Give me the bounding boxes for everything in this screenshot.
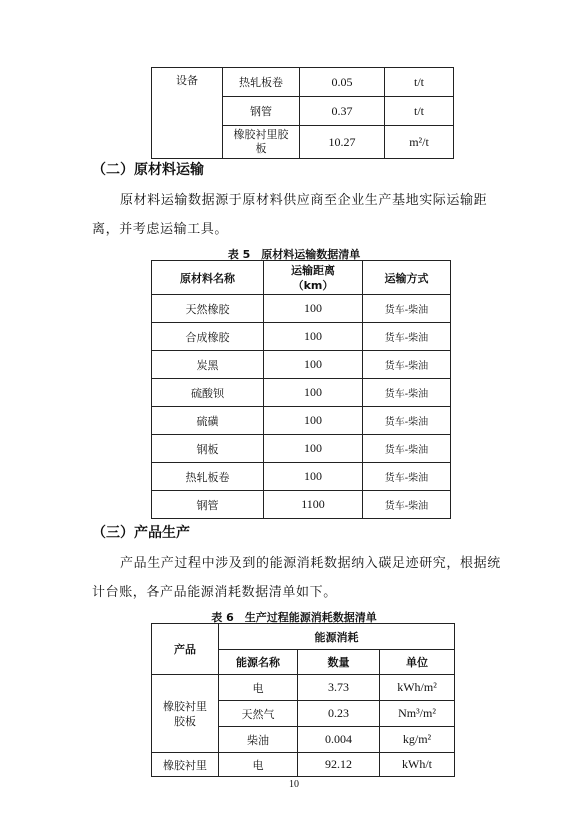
category-label: 设备 xyxy=(176,74,198,87)
table-row: 炭黑 100 货车-柴油 xyxy=(152,351,451,379)
paragraph-line: 离，并考虑运输工具。 xyxy=(92,222,229,237)
table-cell: 0.05 xyxy=(300,68,385,97)
table-row: 柴油 0.004 kg/m² xyxy=(152,727,455,753)
table-cell: t/t xyxy=(385,97,454,126)
header-cell: 能源名称 xyxy=(219,650,298,675)
table-row: 合成橡胶 100 货车-柴油 xyxy=(152,323,451,351)
table-row: 橡胶衬里 胶板 电 3.73 kWh/m² xyxy=(152,675,455,701)
paragraph-line: 产品生产过程中涉及到的能源消耗数据纳入碳足迹研究，根据统 xyxy=(120,556,501,571)
paragraph-line: 计台账，各产品能源消耗数据清单如下。 xyxy=(92,585,337,600)
table-cell: 钢管 xyxy=(223,97,300,126)
table5-caption: 表 5 原材料运输数据清单 xyxy=(227,248,361,261)
table-row: 钢板 100 货车-柴油 xyxy=(152,435,451,463)
header-cell: 数量 xyxy=(298,650,380,675)
table-cell: t/t xyxy=(385,68,454,97)
table-cell: 10.27 xyxy=(300,126,385,159)
page-number: 10 xyxy=(289,779,299,790)
table-cell: 橡胶衬里胶板 xyxy=(223,126,300,159)
header-cell: 运输距离 （km） xyxy=(264,261,363,295)
table-row: 天然橡胶 100 货车-柴油 xyxy=(152,295,451,323)
header-cell: 能源消耗 xyxy=(219,624,455,650)
category-cell xyxy=(152,68,223,159)
header-cell: 单位 xyxy=(380,650,455,675)
table6-caption: 表 6 生产过程能源消耗数据清单 xyxy=(211,611,377,624)
table-row: 硫酸钡 100 货车-柴油 xyxy=(152,379,451,407)
product-cell: 橡胶衬里 胶板 xyxy=(152,675,219,753)
energy-table xyxy=(151,623,455,777)
section-heading-raw-material-transport: （二）原材料运输 xyxy=(92,162,204,178)
paragraph-line: 原材料运输数据源于原材料供应商至企业生产基地实际运输距 xyxy=(120,193,488,208)
table-cell: 0.37 xyxy=(300,97,385,126)
header-cell: 运输方式 xyxy=(363,261,451,295)
section-heading-product-production: （三）产品生产 xyxy=(92,525,190,541)
transport-table xyxy=(151,260,451,519)
table-cell: 热轧板卷 xyxy=(223,68,300,97)
table-cell: m²/t xyxy=(385,126,454,159)
equipment-table xyxy=(151,67,454,159)
table-row: 热轧板卷 100 货车-柴油 xyxy=(152,463,451,491)
table-row: 橡胶衬里 电 92.12 kWh/t xyxy=(152,753,455,777)
header-cell: 原材料名称 xyxy=(152,261,264,295)
header-cell: 产品 xyxy=(152,624,219,675)
table-row: 天然气 0.23 Nm³/m² xyxy=(152,701,455,727)
table-row: 硫磺 100 货车-柴油 xyxy=(152,407,451,435)
table-row: 钢管 1100 货车-柴油 xyxy=(152,491,451,519)
